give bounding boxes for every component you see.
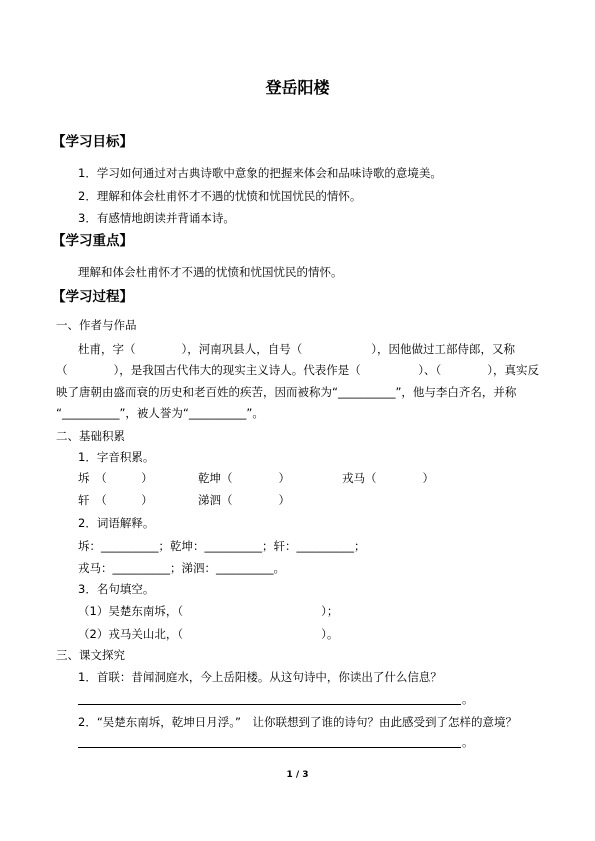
- answer-line: [78, 747, 461, 748]
- pinyin-item: 涕泗（ ）: [198, 493, 290, 507]
- vocab-line-2: 戎马：__________；涕泗：__________。: [78, 561, 285, 575]
- answer-line: [78, 704, 461, 705]
- question-pronunciation: 1．字音积累。: [78, 450, 155, 464]
- pinyin-item: 乾坤（ ）: [198, 471, 290, 485]
- section-heading-goals: 【学习目标】: [52, 134, 133, 150]
- vocab-line-1: 坼：__________；乾坤：__________；轩：__________；: [78, 539, 366, 553]
- answer-line-end: 。: [462, 692, 474, 706]
- pinyin-item: 戎马（ ）: [342, 471, 434, 485]
- part-heading-basics: 二、基础积累: [56, 429, 125, 443]
- analysis-question-2: 2．“吴楚东南坼，乾坤日月浮。” 让你联想到了谁的诗句？由此感受到了怎样的意境？: [78, 715, 517, 729]
- goal-item: 3．有感情地朗读并背诵本诗。: [78, 211, 235, 225]
- section-heading-process: 【学习过程】: [52, 289, 133, 305]
- analysis-question-1: 1．首联：昔闻洞庭水，今上岳阳楼。从这句诗中，你读出了什么信息？: [78, 670, 442, 684]
- goal-item: 2．理解和体会杜甫怀才不遇的忧愤和忧国忧民的情怀。: [78, 189, 362, 203]
- section-heading-keypoints: 【学习重点】: [52, 233, 133, 249]
- fill-in-line-1: （1）吴楚东南坼，（ ）；: [78, 604, 339, 618]
- page-number: 1 / 3: [286, 770, 309, 780]
- keypoint-text: 理解和体会杜甫怀才不遇的忧愤和忧国忧民的情怀。: [78, 265, 343, 279]
- question-vocabulary: 2．词语解释。: [78, 516, 155, 530]
- fill-in-line-2: （2）戎马关山北，（ ）。: [78, 627, 339, 641]
- author-line-4: “__________”，被人誉为“__________”。: [56, 406, 264, 420]
- goal-item: 1．学习如何通过对古典诗歌中意象的把握来体会和品味诗歌的意境美。: [78, 166, 442, 180]
- part-heading-analysis: 三、课文探究: [56, 648, 125, 662]
- answer-line-end: 。: [462, 735, 474, 749]
- page-title: 登岳阳楼: [265, 78, 330, 97]
- pinyin-item: 轩 （ ）: [78, 493, 153, 507]
- author-line-1: 杜甫，字（ ），河南巩县人，自号（ ），因他做过工部侍郎，又称: [78, 342, 515, 356]
- author-line-2: （ ），是我国古代伟大的现实主义诗人。代表作是（ ）、（ ），真实反: [56, 363, 539, 377]
- question-fill-in: 3．名句填空。: [78, 582, 155, 596]
- pinyin-item: 坼 （ ）: [78, 471, 153, 485]
- part-heading-author: 一、作者与作品: [56, 318, 137, 332]
- author-line-3: 映了唐朝由盛而衰的历史和老百姓的疾苦，因而被称为“__________”，他与李白齐名，并称: [56, 385, 517, 399]
